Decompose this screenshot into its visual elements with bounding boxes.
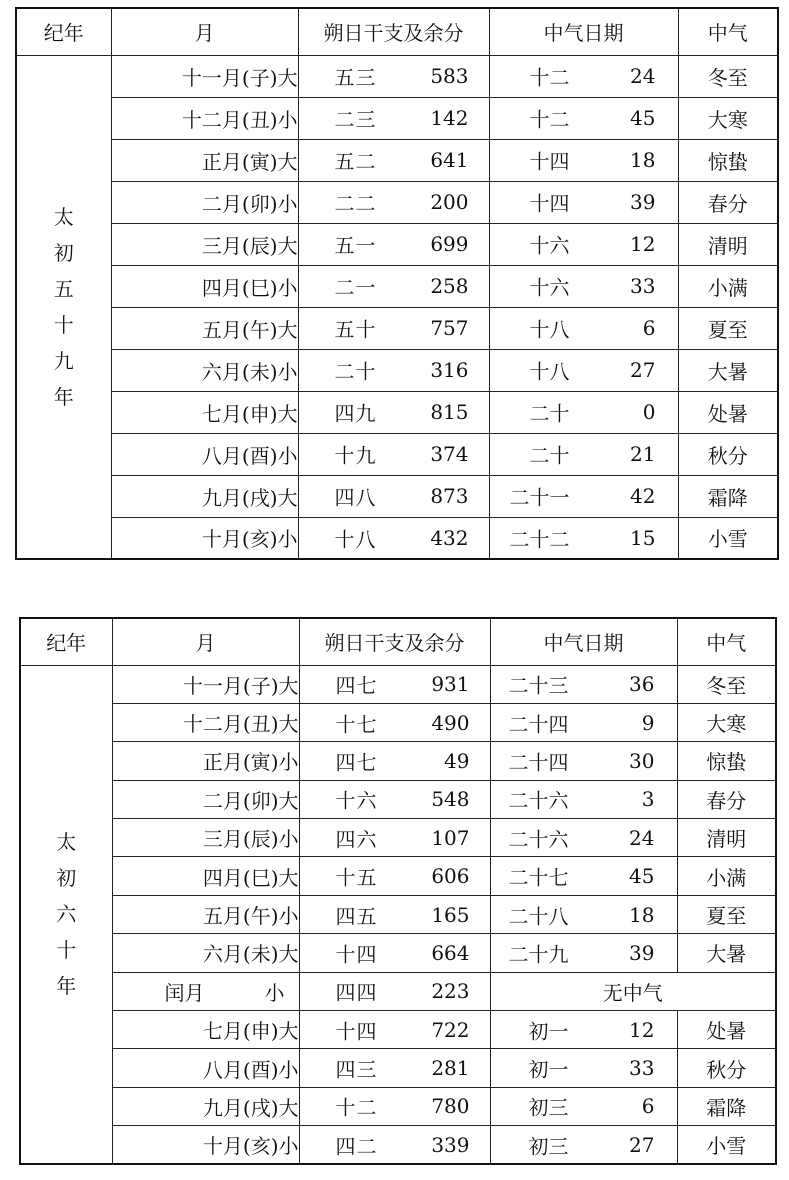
table-row	[16, 97, 778, 139]
ganzhi-cell: 四四 223	[299, 972, 490, 1010]
ganzhi-cell: 五二 641	[298, 139, 489, 181]
ganzhi-cell: 五三 583	[298, 55, 489, 97]
month-cell: 十一月(子)大	[111, 55, 298, 97]
month-cell: 九月(戌)大	[111, 475, 298, 517]
table-row	[20, 703, 776, 741]
zhongqi-cell: 清明	[678, 223, 778, 265]
month-cell: 十一月(子)大	[112, 665, 299, 703]
date-cell: 二十九 39	[490, 934, 677, 972]
table-row	[16, 181, 778, 223]
header-month: 月	[112, 618, 299, 665]
ganzhi-cell: 十六 548	[299, 780, 490, 818]
table-row	[16, 307, 778, 349]
date-cell: 十二 24	[489, 55, 678, 97]
calendar-table-taichu-60	[19, 617, 777, 1165]
zhongqi-cell: 霜降	[678, 475, 778, 517]
ganzhi-cell: 四六 107	[299, 819, 490, 857]
zhongqi-cell: 霜降	[677, 1087, 776, 1125]
table-row	[16, 475, 778, 517]
zhongqi-cell: 小满	[678, 265, 778, 307]
date-cell: 二十四 9	[490, 703, 677, 741]
table-row	[16, 55, 778, 97]
table-row	[16, 433, 778, 475]
month-cell: 六月(未)大	[112, 934, 299, 972]
month-cell: 二月(卯)小	[111, 181, 298, 223]
date-cell: 十八 27	[489, 349, 678, 391]
ganzhi-cell: 十四 722	[299, 1011, 490, 1049]
zhongqi-cell: 大寒	[678, 97, 778, 139]
table-row	[20, 780, 776, 818]
month-cell: 四月(巳)大	[112, 857, 299, 895]
year-label: 太 初 六 十 年	[20, 665, 112, 1164]
zhongqi-cell: 大暑	[678, 349, 778, 391]
month-cell: 正月(寅)小	[112, 742, 299, 780]
month-cell: 四月(巳)小	[111, 265, 298, 307]
zhongqi-cell: 小雪	[677, 1126, 776, 1164]
zhongqi-cell: 秋分	[678, 433, 778, 475]
date-cell: 十四 18	[489, 139, 678, 181]
table-row	[20, 857, 776, 895]
month-cell: 三月(辰)小	[112, 819, 299, 857]
ganzhi-cell: 十九 374	[298, 433, 489, 475]
month-cell: 十月(亥)小	[111, 517, 298, 559]
table-row	[16, 265, 778, 307]
month-cell: 十二月(丑)小	[111, 97, 298, 139]
header-month: 月	[111, 8, 298, 55]
month-cell: 十二月(丑)大	[112, 703, 299, 741]
table-row	[20, 1126, 776, 1164]
zhongqi-cell: 小雪	[678, 517, 778, 559]
ganzhi-cell: 四五 165	[299, 895, 490, 933]
ganzhi-cell: 四七 49	[299, 742, 490, 780]
ganzhi-cell: 四七 931	[299, 665, 490, 703]
table-row	[20, 895, 776, 933]
ganzhi-cell: 十五 606	[299, 857, 490, 895]
zhongqi-cell: 大寒	[677, 703, 776, 741]
header-zhongqi: 中气	[678, 8, 778, 55]
date-cell: 二十三 36	[490, 665, 677, 703]
header-date: 中气日期	[489, 8, 678, 55]
ganzhi-cell: 四九 815	[298, 391, 489, 433]
calendar-table-taichu-59	[15, 7, 779, 560]
zhongqi-cell: 小满	[677, 857, 776, 895]
header-zhongqi: 中气	[677, 618, 776, 665]
zhongqi-cell: 冬至	[677, 665, 776, 703]
ganzhi-cell: 二三 142	[298, 97, 489, 139]
table-row	[20, 1011, 776, 1049]
zhongqi-cell: 秋分	[677, 1049, 776, 1087]
table-row	[20, 1087, 776, 1125]
ganzhi-cell: 四二 339	[299, 1126, 490, 1164]
no-zhongqi-cell: 无中气	[490, 972, 776, 1010]
zhongqi-cell: 大暑	[677, 934, 776, 972]
table-row	[16, 517, 778, 559]
month-cell: 五月(午)大	[111, 307, 298, 349]
ganzhi-cell: 二一 258	[298, 265, 489, 307]
header-year: 纪年	[20, 618, 112, 665]
header-ganzhi: 朔日干支及余分	[298, 8, 489, 55]
month-cell: 十月(亥)小	[112, 1126, 299, 1164]
date-cell: 二十 21	[489, 433, 678, 475]
date-cell: 十二 45	[489, 97, 678, 139]
zhongqi-cell: 处暑	[677, 1011, 776, 1049]
table-row	[20, 1049, 776, 1087]
ganzhi-cell: 五一 699	[298, 223, 489, 265]
ganzhi-cell: 五十 757	[298, 307, 489, 349]
month-cell: 六月(未)小	[111, 349, 298, 391]
ganzhi-cell: 十八 432	[298, 517, 489, 559]
year-label: 太 初 五 十 九 年	[16, 55, 111, 559]
zhongqi-cell: 夏至	[677, 895, 776, 933]
zhongqi-cell: 清明	[677, 819, 776, 857]
date-cell: 十六 33	[489, 265, 678, 307]
zhongqi-cell: 春分	[677, 780, 776, 818]
month-cell: 正月(寅)大	[111, 139, 298, 181]
ganzhi-cell: 四三 281	[299, 1049, 490, 1087]
ganzhi-cell: 二十 316	[298, 349, 489, 391]
ganzhi-cell: 十四 664	[299, 934, 490, 972]
month-cell: 七月(申)大	[111, 391, 298, 433]
table-row	[20, 665, 776, 703]
zhongqi-cell: 惊蛰	[677, 742, 776, 780]
leap-month-row	[20, 972, 776, 1010]
zhongqi-cell: 处暑	[678, 391, 778, 433]
date-cell: 初一 12	[490, 1011, 677, 1049]
table-row	[20, 819, 776, 857]
date-cell: 二十六 3	[490, 780, 677, 818]
date-cell: 二十四 30	[490, 742, 677, 780]
zhongqi-cell: 惊蛰	[678, 139, 778, 181]
zhongqi-cell: 冬至	[678, 55, 778, 97]
month-cell: 三月(辰)大	[111, 223, 298, 265]
table-row	[16, 349, 778, 391]
date-cell: 二十 0	[489, 391, 678, 433]
date-cell: 二十八 18	[490, 895, 677, 933]
date-cell: 十四 39	[489, 181, 678, 223]
table-row	[16, 139, 778, 181]
header-date: 中气日期	[490, 618, 677, 665]
month-cell: 二月(卯)大	[112, 780, 299, 818]
table-row	[20, 934, 776, 972]
month-cell: 五月(午)小	[112, 895, 299, 933]
zhongqi-cell: 春分	[678, 181, 778, 223]
zhongqi-cell: 夏至	[678, 307, 778, 349]
header-row	[16, 8, 778, 55]
ganzhi-cell: 十二 780	[299, 1087, 490, 1125]
date-cell: 二十二 15	[489, 517, 678, 559]
header-ganzhi: 朔日干支及余分	[299, 618, 490, 665]
month-cell: 闰月 小	[112, 972, 299, 1010]
ganzhi-cell: 四八 873	[298, 475, 489, 517]
ganzhi-cell: 十七 490	[299, 703, 490, 741]
date-cell: 初一 33	[490, 1049, 677, 1087]
month-cell: 八月(酉)小	[112, 1049, 299, 1087]
month-cell: 八月(酉)小	[111, 433, 298, 475]
month-cell: 七月(申)大	[112, 1011, 299, 1049]
date-cell: 十八 6	[489, 307, 678, 349]
ganzhi-cell: 二二 200	[298, 181, 489, 223]
date-cell: 二十一 42	[489, 475, 678, 517]
table-row	[20, 742, 776, 780]
table-row	[16, 391, 778, 433]
date-cell: 二十六 24	[490, 819, 677, 857]
date-cell: 二十七 45	[490, 857, 677, 895]
date-cell: 十六 12	[489, 223, 678, 265]
header-year: 纪年	[16, 8, 111, 55]
month-cell: 九月(戌)大	[112, 1087, 299, 1125]
table-row	[16, 223, 778, 265]
date-cell: 初三 27	[490, 1126, 677, 1164]
header-row	[20, 618, 776, 665]
date-cell: 初三 6	[490, 1087, 677, 1125]
